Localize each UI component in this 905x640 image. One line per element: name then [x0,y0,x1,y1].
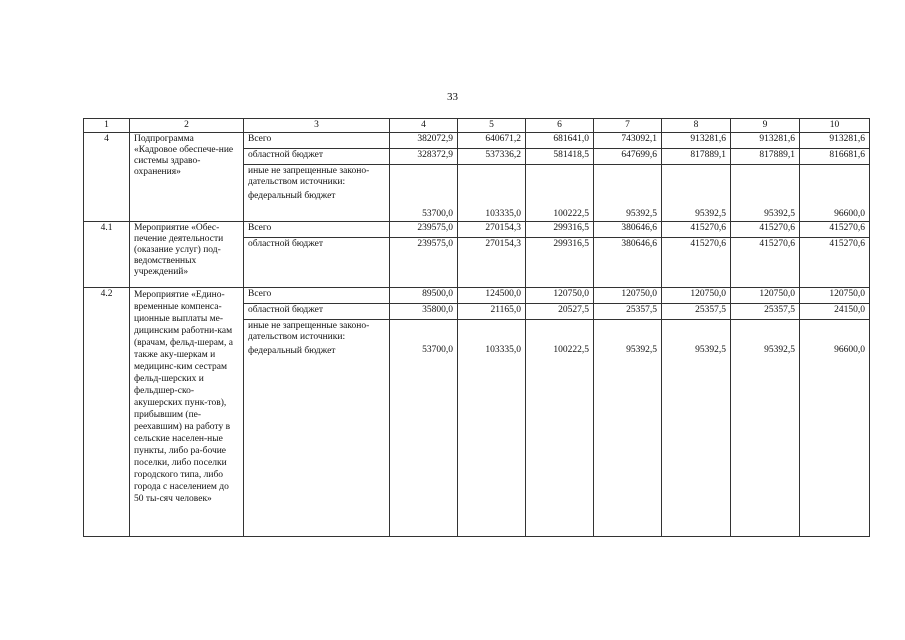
value-cell: 53700,0 [390,165,458,222]
value-cell: 120750,0 [526,288,594,304]
value-cell: 120750,0 [800,288,870,304]
value-cell: 95392,5 [594,320,662,537]
value-cell: 95392,5 [594,165,662,222]
value-cell: 415270,6 [662,238,731,288]
value-cell: 25357,5 [731,304,800,320]
value-cell: 95392,5 [662,165,731,222]
row-label: областной бюджет [244,304,390,320]
value-cell: 120750,0 [731,288,800,304]
value-cell: 816681,6 [800,149,870,165]
header-cell: 10 [800,119,870,133]
value-cell: 24150,0 [800,304,870,320]
value-cell: 640671,2 [458,133,526,149]
header-cell: 6 [526,119,594,133]
value-cell: 25357,5 [594,304,662,320]
table-row [84,222,870,238]
budget-table [83,118,870,537]
other-sources-label: иные не запрещенные законо-дательством источники: [248,166,370,187]
value-cell: 20527,5 [526,304,594,320]
value-cell: 817889,1 [731,149,800,165]
value-cell: 537336,2 [458,149,526,165]
header-cell: 3 [244,119,390,133]
value-cell: 21165,0 [458,304,526,320]
value-cell: 415270,6 [731,238,800,288]
value-cell: 95392,5 [731,320,800,537]
header-cell: 8 [662,119,731,133]
value-cell: 96600,0 [800,165,870,222]
header-cell: 2 [130,119,244,133]
value-cell: 647699,6 [594,149,662,165]
value-cell: 103335,0 [458,165,526,222]
value-cell: 415270,6 [662,222,731,238]
value-cell: 270154,3 [458,222,526,238]
value-cell: 299316,5 [526,222,594,238]
other-sources-label: иные не запрещенные законо-дательством источники: [248,321,370,342]
row-label: Всего [244,222,390,238]
value-cell: 415270,6 [800,222,870,238]
value-cell: 96600,0 [800,320,870,537]
value-cell: 913281,6 [731,133,800,149]
value-cell: 95392,5 [731,165,800,222]
table-row [84,133,870,149]
value-cell: 415270,6 [731,222,800,238]
header-row [84,119,870,133]
section-id: 4 [84,133,130,222]
value-cell: 53700,0 [390,320,458,537]
row-label: областной бюджет [244,149,390,165]
value-cell: 415270,6 [800,238,870,288]
federal-label: федеральный бюджет [248,191,336,201]
federal-label: федеральный бюджет [248,346,336,356]
header-cell: 7 [594,119,662,133]
other-sources-cell [244,165,390,222]
row-label: Всего [244,288,390,304]
value-cell: 25357,5 [662,304,731,320]
value-cell: 380646,6 [594,222,662,238]
value-cell: 95392,5 [662,320,731,537]
other-sources-cell [244,320,390,537]
value-cell: 103335,0 [458,320,526,537]
header-cell: 4 [390,119,458,133]
row-label: областной бюджет [244,238,390,288]
section-name: Подпрограмма «Кадровое обеспече-ние системы здраво-охранения» [130,133,244,222]
value-cell: 239575,0 [390,222,458,238]
value-cell: 100222,5 [526,165,594,222]
value-cell: 299316,5 [526,238,594,288]
value-cell: 239575,0 [390,238,458,288]
section-id: 4.1 [84,222,130,288]
value-cell: 913281,6 [662,133,731,149]
value-cell: 913281,6 [800,133,870,149]
value-cell: 681641,0 [526,133,594,149]
value-cell: 35800,0 [390,304,458,320]
value-cell: 817889,1 [662,149,731,165]
table-row [84,288,870,304]
value-cell: 120750,0 [594,288,662,304]
header-cell: 1 [84,119,130,133]
section-name: Мероприятие «Едино-временные компенса-ционные выплаты ме-дицинским работни-кам (врачам, фельд-шерам, а также аку-шеркам и медицинс-ким сестрам фельд-шерских и фельдшер-ско-акушерских пунк-тов), прибывшим (пе-реехавшим) на работу в сельские населен-ные пункты, либо ра-бочие поселки, либо поселки городского типа, либо города с населением до 50 ты-сяч человек» [130,288,244,537]
row-label: Всего [244,133,390,149]
value-cell: 124500,0 [458,288,526,304]
page-number: 33 [447,91,458,103]
value-cell: 328372,9 [390,149,458,165]
value-cell: 270154,3 [458,238,526,288]
header-cell: 9 [731,119,800,133]
value-cell: 89500,0 [390,288,458,304]
value-cell: 380646,6 [594,238,662,288]
value-cell: 581418,5 [526,149,594,165]
section-id: 4.2 [84,288,130,537]
header-cell: 5 [458,119,526,133]
section-name: Мероприятие «Обес-печение деятельности (оказание услуг) под-ведомственных учреждений» [130,222,244,288]
value-cell: 743092,1 [594,133,662,149]
value-cell: 382072,9 [390,133,458,149]
value-cell: 100222,5 [526,320,594,537]
value-cell: 120750,0 [662,288,731,304]
